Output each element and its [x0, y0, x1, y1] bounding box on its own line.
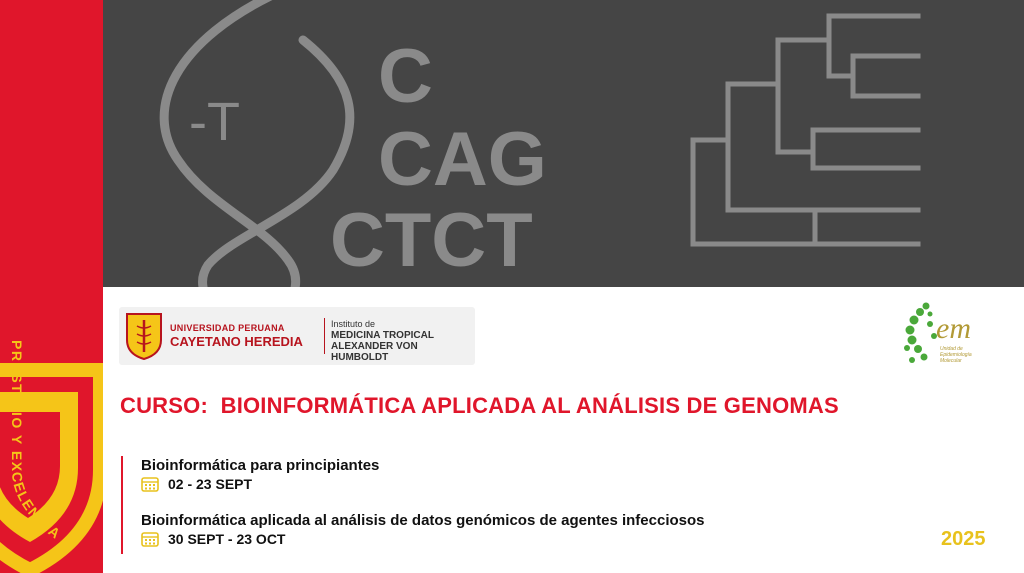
- partner-logo: [900, 300, 992, 372]
- partner-logo-text: em: [936, 312, 971, 345]
- institute-name-line-3: ALEXANDER VON HUMBOLDT: [331, 340, 418, 363]
- sequence-line-1: C: [378, 34, 433, 119]
- module-dates: 30 SEPT - 23 OCT: [168, 531, 286, 547]
- calendar-icon: [141, 531, 159, 547]
- module-title: Bioinformática para principiantes: [141, 457, 380, 474]
- partner-tagline-line-2: Epidemiología: [940, 351, 972, 358]
- modules-accent-line: [121, 456, 123, 554]
- module-dates: 02 - 23 SEPT: [168, 476, 253, 492]
- course-title: CURSO: BIOINFORMÁTICA APLICADA AL ANÁLISIS DE GENOMAS: [120, 393, 839, 418]
- institute-name-line-1: Instituto de: [331, 319, 376, 329]
- university-name-line-2: CAYETANO HEREDIA: [170, 334, 303, 349]
- calendar-icon: [141, 476, 159, 492]
- university-crest-icon: [125, 312, 163, 360]
- partner-tagline-line-1: Unidad de: [940, 346, 963, 352]
- side-band: [0, 0, 103, 573]
- sequence-line-3: CTCT: [330, 198, 533, 283]
- module-item: [141, 457, 379, 492]
- institute-name-line-2: MEDICINA TROPICAL: [331, 329, 434, 341]
- sequence-line-2: CAG: [378, 117, 547, 202]
- sequence-fragment: -T: [189, 92, 240, 152]
- phylogenetic-tree-icon: [693, 16, 918, 244]
- module-title: Bioinformática aplicada al análisis de datos genómicos de agentes infecciosos: [141, 512, 705, 529]
- hero-banner: [103, 0, 1024, 287]
- institution-logo: [119, 307, 475, 365]
- hero-graphic: [103, 0, 1024, 287]
- module-item: [141, 512, 705, 547]
- year-label: 2025: [941, 528, 986, 550]
- logo-divider: [324, 318, 325, 354]
- university-name-line-1: UNIVERSIDAD PERUANA: [170, 323, 285, 333]
- side-motto: PRESTIGIO Y EXCELENCIA: [8, 340, 65, 543]
- partner-tagline-line-3: Molecular: [940, 357, 962, 364]
